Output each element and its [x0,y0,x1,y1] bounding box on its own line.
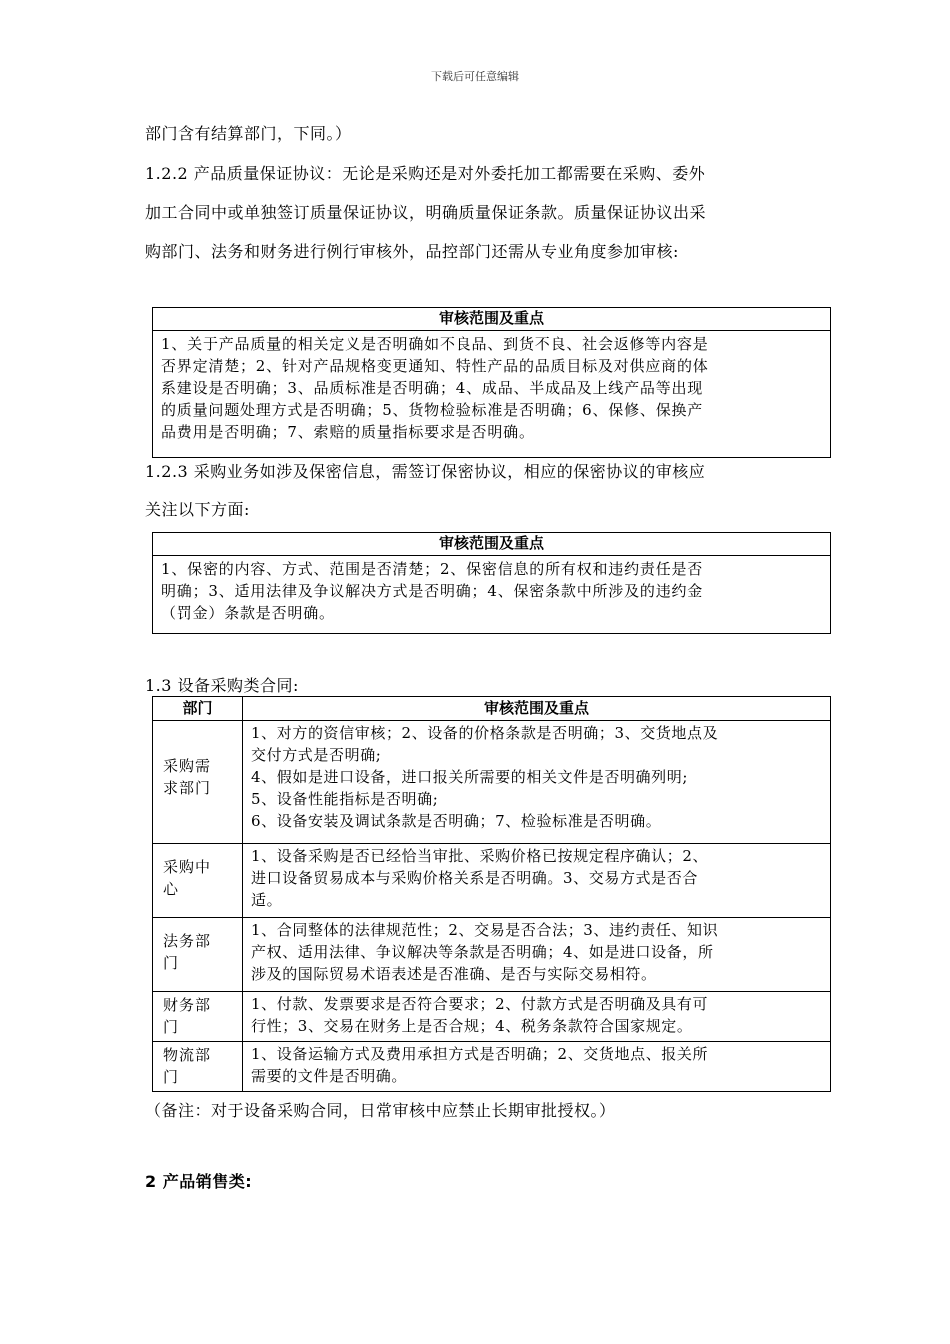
dept-label: 门 [163,954,180,972]
confidentiality-audit-line: 1、保密的内容、方式、范围是否清楚；2、保密信息的所有权和违约责任是否 [161,560,704,578]
content-line: 行性；3、交易在财务上是否合规；4、税务条款符合国家规定。 [251,1017,693,1035]
dept-label: 门 [163,1068,180,1086]
section-123-line-2: 关注以下方面: [145,500,250,519]
content-cell [243,918,831,992]
section-122-line-3: 购部门、法务和财务进行例行审核外，品控部门还需从专业角度参加审核: [145,242,679,261]
quality-audit-line: 品费用是否明确；7、索赔的质量指标要求是否明确。 [161,423,535,441]
quality-audit-line: 1、关于产品质量的相关定义是否明确如不良品、到货不良、社会返修等内容是 [161,335,709,353]
dept-cell [153,992,243,1042]
content-line: 交付方式是否明确; [251,746,382,764]
table-row [153,844,831,918]
dept-cell [153,1042,243,1092]
content-line: 进口设备贸易成本与采购价格关系是否明确。3、交易方式是否合 [251,869,698,887]
confidentiality-audit-line: （罚金）条款是否明确。 [161,604,335,622]
equipment-note: （备注：对于设备采购合同，日常审核中应禁止长期审批授权。） [145,1101,616,1120]
content-cell [243,844,831,918]
section-122-line-2: 加工合同中或单独签订质量保证协议，明确质量保证条款。质量保证协议出采 [145,203,707,222]
table-row [153,918,831,992]
confidentiality-audit-table-body [153,556,830,624]
table-row [153,992,831,1042]
content-line: 1、付款、发票要求是否符合要求；2、付款方式是否明确及具有可 [251,995,709,1013]
content-line: 6、设备安装及调试条款是否明确；7、检验标准是否明确。 [251,812,662,830]
table-row [153,721,831,844]
dept-label: 财务部 [163,996,212,1014]
dept-label: 法务部 [163,932,212,950]
section-2-title: 2 产品销售类: [145,1172,253,1191]
equipment-audit-table [152,696,831,1092]
quality-audit-table-header: 审核范围及重点 [153,308,830,331]
content-line: 5、设备性能指标是否明确; [251,790,439,808]
content-line: 产权、适用法律、争议解决等条款是否明确；4、如是进口设备，所 [251,943,714,961]
dept-label: 物流部 [163,1046,212,1064]
content-cell [243,992,831,1042]
confidentiality-audit-table [152,532,831,634]
dept-cell [153,721,243,844]
confidentiality-audit-line: 明确；3、适用法律及争议解决方式是否明确；4、保密条款中所涉及的违约金 [161,582,704,600]
content-line: 1、设备采购是否已经恰当审批、采购价格已按规定程序确认；2、 [251,847,709,865]
confidentiality-audit-table-header: 审核范围及重点 [153,533,830,556]
content-line: 1、设备运输方式及费用承担方式是否明确；2、交货地点、报关所 [251,1045,709,1063]
quality-audit-line: 的质量问题处理方式是否明确；5、货物检验标准是否明确；6、保修、保换产 [161,401,704,419]
content-line: 1、对方的资信审核；2、设备的价格条款是否明确；3、交货地点及 [251,724,719,742]
dept-cell [153,844,243,918]
content-line: 需要的文件是否明确。 [251,1067,408,1085]
content-column-header: 审核范围及重点 [243,697,831,721]
content-line: 适。 [251,891,283,909]
content-line: 4、假如是进口设备，进口报关所需要的相关文件是否明确列明; [251,768,688,786]
content-line: 涉及的国际贸易术语表述是否准确、是否与实际交易相符。 [251,965,657,983]
intro-line: 部门含有结算部门，下同。） [145,124,352,143]
section-13-title: 1.3 设备采购类合同: [145,676,299,695]
quality-audit-line: 系建设是否明确；3、品质标准是否明确；4、成品、半成品及上线产品等出现 [161,379,704,397]
equipment-audit-header-row [153,697,831,721]
dept-label: 心 [163,880,180,898]
content-cell [243,1042,831,1092]
content-line: 1、合同整体的法律规范性；2、交易是否合法；3、违约责任、知识 [251,921,719,939]
dept-cell [153,918,243,992]
content-cell [243,721,831,844]
page-header: 下载后可任意编辑 [431,70,519,83]
dept-label: 采购中 [163,858,212,876]
dept-label: 求部门 [163,779,212,797]
dept-label: 门 [163,1018,180,1036]
dept-label: 采购需 [163,757,212,775]
section-123-line-1: 1.2.3 采购业务如涉及保密信息，需签订保密协议，相应的保密协议的审核应 [145,462,706,481]
table-row [153,1042,831,1092]
dept-column-header: 部门 [153,697,243,721]
section-122-line-1: 1.2.2 产品质量保证协议：无论是采购还是对外委托加工都需要在采购、委外 [145,164,706,183]
quality-audit-table [152,307,831,458]
quality-audit-table-body [153,331,830,443]
quality-audit-line: 否界定清楚；2、针对产品规格变更通知、特性产品的品质目标及对供应商的体 [161,357,709,375]
